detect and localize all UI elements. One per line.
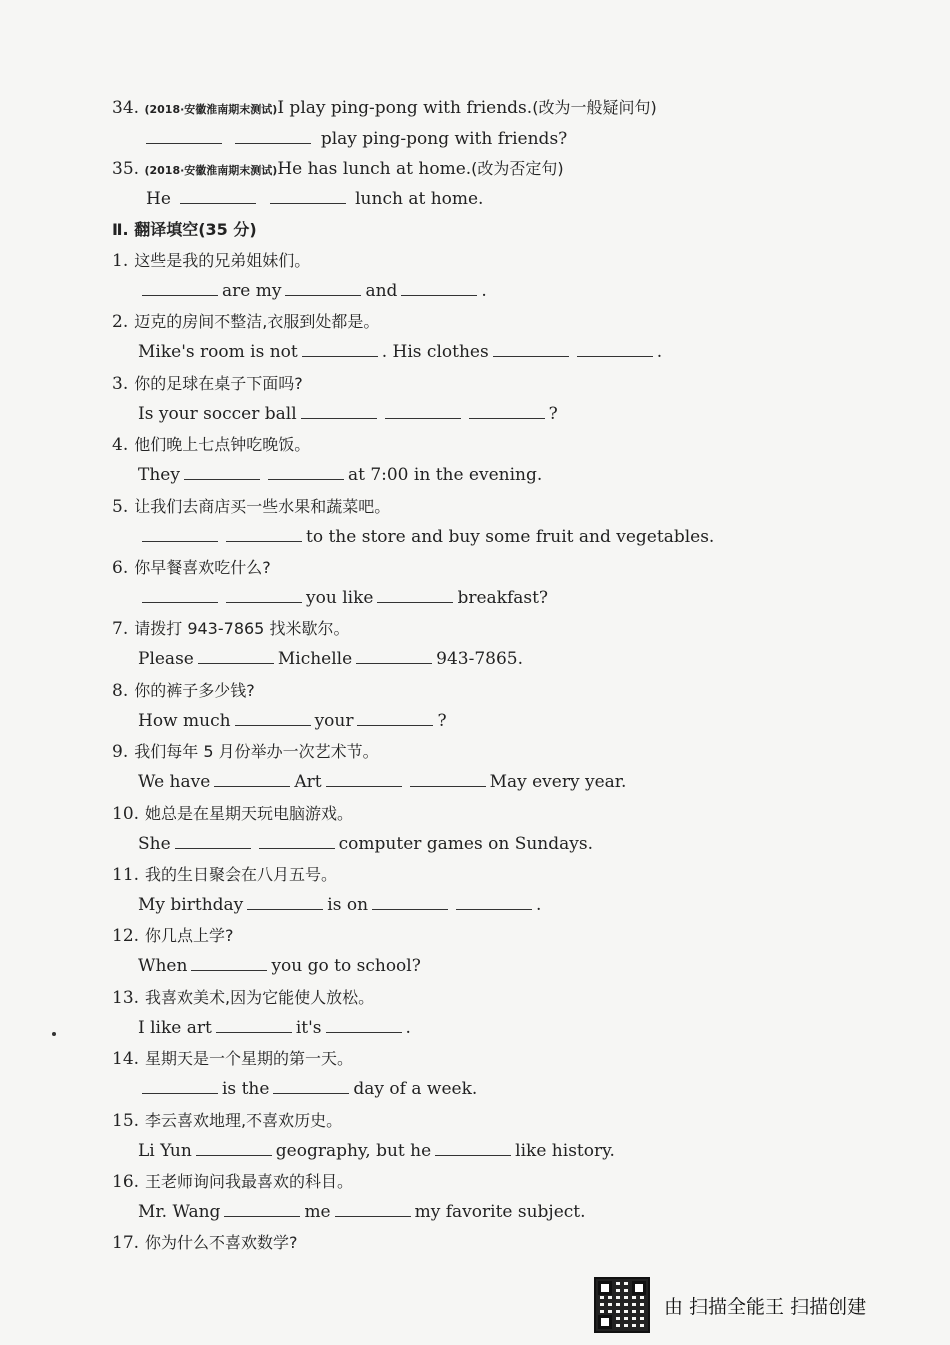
answer-blank[interactable] (270, 189, 346, 204)
answer-blank[interactable] (356, 649, 432, 664)
question-source: (2018·安徽淮南期末测试) (144, 164, 278, 177)
translation-item-11 (112, 864, 337, 886)
answer-blank[interactable] (273, 1079, 349, 1094)
translation-item-13 (112, 987, 374, 1009)
translation-item-17 (112, 1232, 298, 1254)
item-number: 9. (112, 742, 129, 763)
answer-text: play ping-pong with friends? (320, 129, 568, 149)
answer-line-9 (138, 771, 626, 793)
answer-blank[interactable] (385, 404, 461, 419)
answer-text: She (138, 833, 171, 854)
item-number: 6. (112, 558, 129, 578)
answer-blank[interactable] (302, 342, 378, 357)
item-number: 14. (112, 1049, 140, 1070)
question-number: 34. (112, 98, 140, 118)
translation-item-2 (112, 311, 379, 333)
answer-text: geography, but he (275, 1140, 432, 1161)
answer-text: computer games on Sundays. (338, 833, 593, 854)
translation-item-9 (112, 741, 379, 763)
answer-blank[interactable] (226, 527, 302, 542)
answer-blank[interactable] (224, 1202, 300, 1217)
answer-blank[interactable] (577, 342, 653, 357)
answer-text: Please (138, 649, 194, 670)
answer-text: They (138, 465, 180, 486)
item-number: 8. (112, 680, 129, 701)
chinese-sentence: 你为什么不喜欢数学? (145, 1233, 298, 1253)
answer-blank[interactable] (180, 189, 256, 204)
chinese-sentence: 你的裤子多少钱? (134, 680, 255, 700)
answer-blank[interactable] (235, 711, 311, 726)
answer-text: you like (306, 588, 374, 608)
answer-text: like history. (515, 1140, 615, 1161)
answer-line-12 (138, 955, 421, 977)
answer-text: ? (437, 710, 447, 731)
question-instruction: (改为一般疑问句) (532, 98, 657, 117)
question-source: (2018·安徽淮南期末测试) (144, 103, 278, 116)
answer-34 (146, 128, 567, 150)
answer-text: at 7:00 in the evening. (347, 465, 543, 486)
answer-blank[interactable] (196, 1141, 272, 1156)
answer-line-14 (138, 1078, 477, 1100)
chinese-sentence: 星期天是一个星期的第一天。 (145, 1049, 354, 1069)
answer-blank[interactable] (377, 588, 453, 603)
translation-item-4 (112, 434, 310, 456)
chinese-sentence: 李云喜欢地理,不喜欢历史。 (145, 1110, 343, 1130)
answer-text: My birthday (138, 895, 244, 915)
answer-text: Mr. Wang (138, 1202, 221, 1222)
answer-text: . His clothes (381, 342, 489, 363)
answer-text: I like art (138, 1017, 212, 1038)
answer-blank[interactable] (214, 772, 290, 787)
answer-line-7 (138, 648, 523, 670)
chinese-sentence: 我喜欢美术,因为它能使人放松。 (145, 987, 375, 1007)
answer-blank[interactable] (247, 895, 323, 910)
answer-line-15 (138, 1140, 615, 1162)
answer-text: 943-7865. (436, 649, 524, 670)
item-number: 11. (112, 865, 140, 885)
answer-text: are my (222, 281, 282, 301)
chinese-sentence: 让我们去商店买一些水果和蔬菜吧。 (134, 496, 391, 516)
answer-blank[interactable] (493, 342, 569, 357)
stray-mark (52, 1032, 56, 1036)
answer-text: to the store and buy some fruit and vegetables. (306, 526, 715, 547)
item-number: 4. (112, 435, 129, 456)
translation-item-10 (112, 803, 353, 825)
answer-text: Art (294, 772, 322, 793)
answer-blank[interactable] (184, 465, 260, 480)
answer-text: it's (295, 1017, 322, 1038)
answer-text: He (146, 189, 171, 209)
item-number: 2. (112, 312, 129, 333)
answer-blank[interactable] (142, 281, 218, 296)
answer-blank[interactable] (259, 834, 335, 849)
item-number: 13. (112, 987, 140, 1008)
answer-line-11 (138, 894, 541, 916)
item-number: 5. (112, 496, 129, 517)
answer-text: me (304, 1202, 331, 1222)
qr-code-icon (594, 1277, 650, 1333)
answer-text: May every year. (489, 772, 627, 793)
item-number: 16. (112, 1172, 140, 1192)
translation-item-14 (112, 1048, 353, 1070)
answer-blank[interactable] (435, 1141, 511, 1156)
answer-text: We have (138, 772, 211, 793)
answer-blank[interactable] (175, 834, 251, 849)
answer-blank[interactable] (142, 588, 218, 603)
answer-text: Michelle (277, 649, 353, 670)
translation-item-16 (112, 1171, 353, 1193)
answer-text: . (481, 281, 487, 301)
answer-line-6 (138, 587, 548, 609)
item-number: 1. (112, 251, 129, 271)
chinese-sentence: 你早餐喜欢吃什么? (134, 558, 271, 577)
answer-blank[interactable] (268, 465, 344, 480)
answer-text: my favorite subject. (414, 1202, 586, 1222)
answer-blank[interactable] (235, 129, 311, 144)
answer-text: Is your soccer ball (138, 403, 297, 424)
answer-line-5 (138, 526, 714, 548)
answer-text: and (365, 281, 398, 301)
answer-blank[interactable] (326, 1018, 402, 1033)
answer-line-4 (138, 464, 542, 486)
answer-text: is the (222, 1079, 270, 1100)
answer-text: . (405, 1017, 411, 1038)
item-number: 10. (112, 803, 140, 824)
answer-text: is on (327, 895, 369, 915)
item-number: 17. (112, 1233, 140, 1254)
answer-blank[interactable] (469, 404, 545, 419)
answer-line-1 (138, 280, 487, 302)
question-text: He has lunch at home. (277, 159, 472, 179)
section-title: Ⅱ. 翻译填空(35 分) (112, 220, 257, 239)
answer-blank[interactable] (335, 1202, 411, 1217)
scanner-watermark (594, 1276, 934, 1334)
answer-text: Mike's room is not (138, 342, 298, 363)
answer-line-3 (138, 403, 558, 425)
chinese-sentence: 我的生日聚会在八月五号。 (145, 865, 338, 884)
answer-blank[interactable] (191, 956, 267, 971)
translation-item-7 (112, 618, 349, 640)
answer-blank[interactable] (146, 129, 222, 144)
chinese-sentence: 这些是我的兄弟姐妹们。 (134, 251, 311, 270)
translation-item-3 (112, 373, 303, 395)
answer-blank[interactable] (198, 649, 274, 664)
answer-text: your (314, 710, 354, 731)
chinese-sentence: 迈克的房间不整洁,衣服到处都是。 (134, 312, 380, 332)
answer-text: ? (548, 403, 558, 424)
answer-text: Li Yun (138, 1140, 192, 1161)
chinese-sentence: 请拨打 943-7865 找米歇尔。 (134, 619, 350, 639)
item-number: 12. (112, 926, 140, 947)
answer-35 (146, 188, 483, 210)
answer-line-10 (138, 833, 593, 855)
answer-text: . (536, 895, 542, 915)
translation-item-6 (112, 557, 271, 579)
question-34 (112, 97, 657, 121)
answer-text: . (656, 342, 663, 363)
answer-blank[interactable] (285, 281, 361, 296)
chinese-sentence: 你几点上学? (145, 926, 234, 946)
answer-line-13 (138, 1017, 411, 1039)
answer-blank[interactable] (357, 711, 433, 726)
question-text: I play ping-pong with friends. (277, 98, 533, 118)
answer-blank[interactable] (216, 1018, 292, 1033)
question-number: 35. (112, 159, 140, 179)
chinese-sentence: 你的足球在桌子下面吗? (134, 373, 303, 393)
watermark-text: 由 扫描全能王 扫描创建 (664, 1295, 867, 1318)
answer-line-8 (138, 710, 447, 732)
answer-blank[interactable] (142, 1079, 218, 1094)
answer-blank[interactable] (301, 404, 377, 419)
answer-blank[interactable] (226, 588, 302, 603)
answer-blank[interactable] (410, 772, 486, 787)
question-35 (112, 158, 564, 182)
answer-blank[interactable] (372, 895, 448, 910)
answer-text: When (138, 956, 188, 977)
item-number: 7. (112, 619, 129, 640)
answer-line-16 (138, 1201, 586, 1223)
answer-blank[interactable] (142, 527, 218, 542)
translation-item-1 (112, 250, 310, 272)
answer-text: day of a week. (353, 1079, 478, 1100)
translation-item-15 (112, 1110, 342, 1132)
translation-item-5 (112, 496, 390, 518)
answer-blank[interactable] (326, 772, 402, 787)
translation-item-12 (112, 925, 234, 947)
answer-blank[interactable] (401, 281, 477, 296)
item-number: 15. (112, 1110, 140, 1131)
chinese-sentence: 王老师询问我最喜欢的科目。 (145, 1172, 354, 1191)
translation-item-8 (112, 680, 255, 702)
chinese-sentence: 我们每年 5 月份举办一次艺术节。 (134, 742, 379, 762)
answer-blank[interactable] (456, 895, 532, 910)
question-instruction: (改为否定句) (471, 159, 564, 178)
chinese-sentence: 她总是在星期天玩电脑游戏。 (145, 803, 354, 823)
answer-text: breakfast? (457, 588, 549, 608)
answer-text: lunch at home. (355, 189, 484, 209)
item-number: 3. (112, 373, 129, 394)
chinese-sentence: 他们晚上七点钟吃晚饭。 (134, 435, 311, 455)
answer-text: How much (138, 710, 231, 731)
answer-text: you go to school? (271, 956, 421, 977)
answer-line-2 (138, 341, 662, 363)
